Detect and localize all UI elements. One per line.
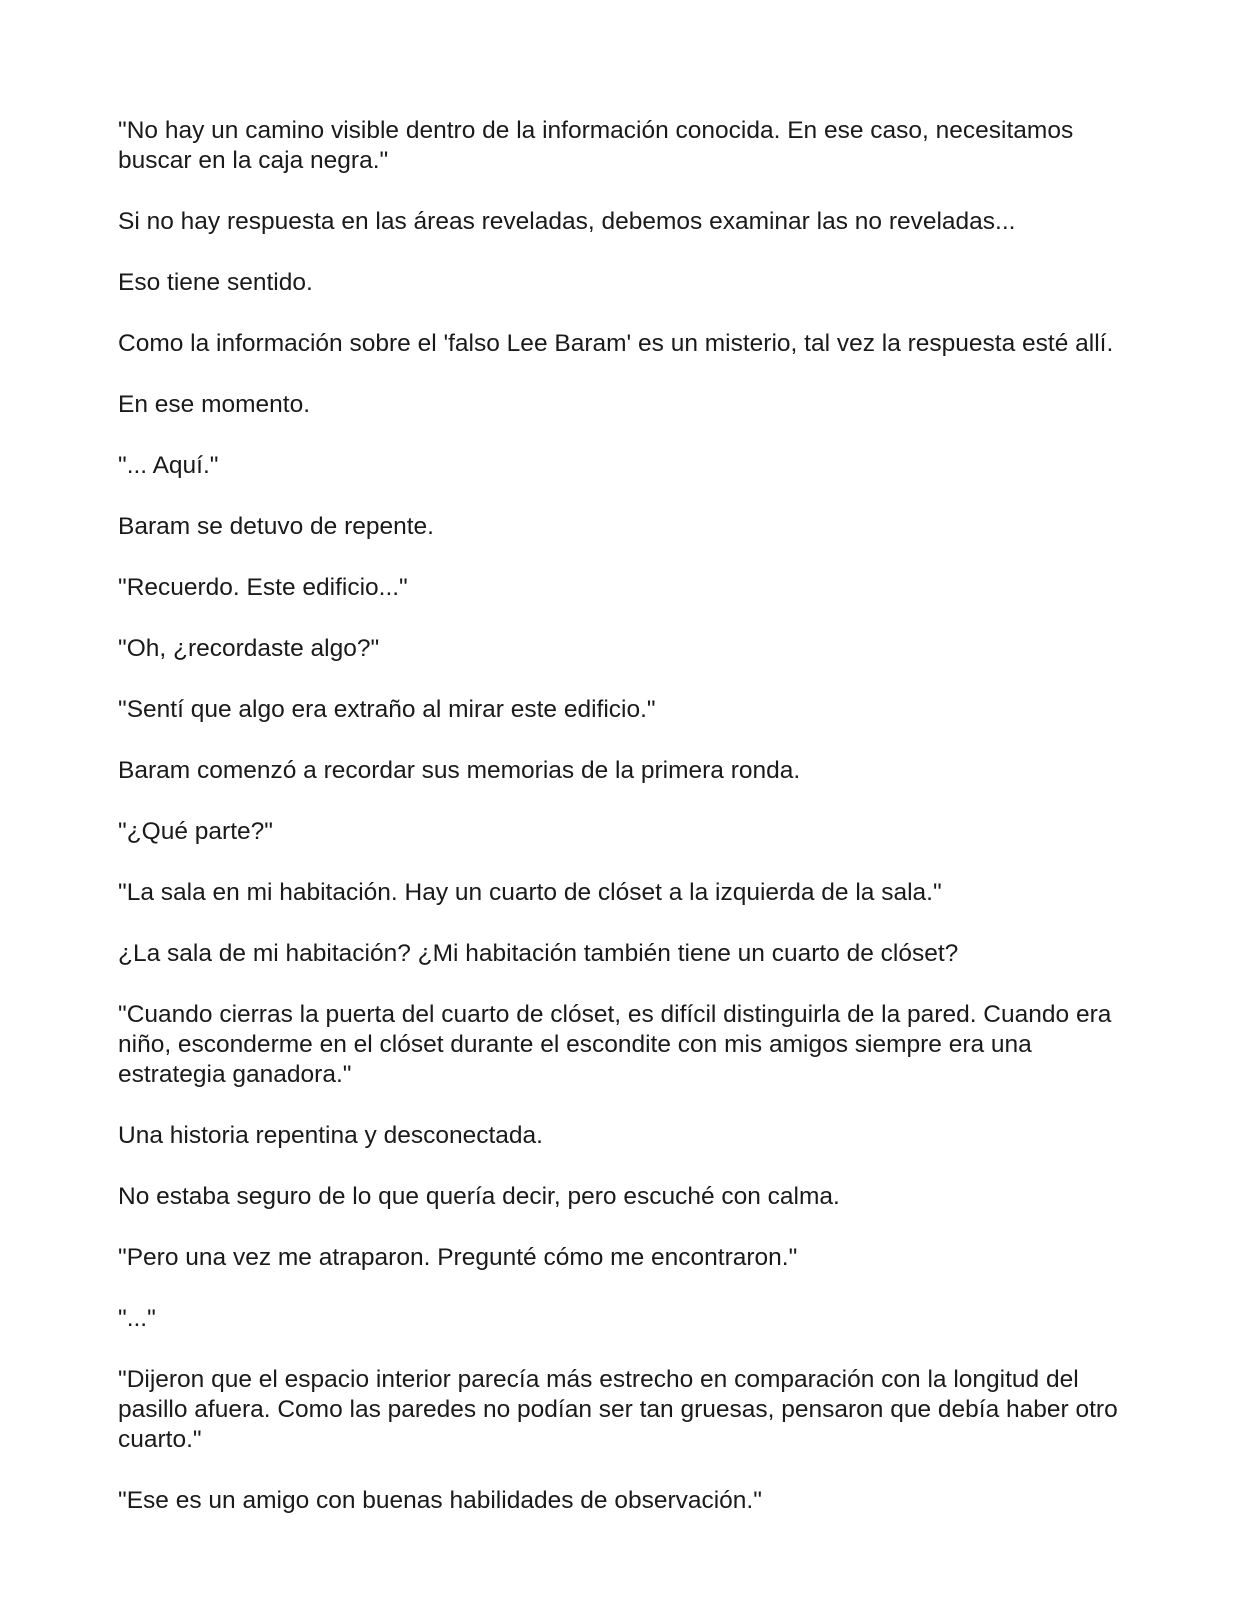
paragraph: Baram comenzó a recordar sus memorias de la primera ronda. bbox=[118, 757, 801, 784]
paragraph: "Recuerdo. Este edificio..." bbox=[118, 574, 408, 601]
paragraph: "La sala en mi habitación. Hay un cuarto de clóset a la izquierda de la sala." bbox=[118, 879, 942, 906]
paragraph: "Sentí que algo era extraño al mirar este edificio." bbox=[118, 696, 656, 723]
paragraph: "Ese es un amigo con buenas habilidades de observación." bbox=[118, 1487, 762, 1514]
paragraph: "... Aquí." bbox=[118, 452, 219, 479]
paragraph: "Cuando cierras la puerta del cuarto de clóset, es difícil distinguirla de la pared. Cuando era niño, esconderme en el clóset durante el escondite con mis amigos siempre era una estrategia ganadora." bbox=[118, 1001, 1112, 1088]
paragraph: "..." bbox=[118, 1305, 156, 1332]
paragraph: "Oh, ¿recordaste algo?" bbox=[118, 635, 380, 662]
paragraph: Si no hay respuesta en las áreas reveladas, debemos examinar las no reveladas... bbox=[118, 208, 1016, 235]
paragraph: "¿Qué parte?" bbox=[118, 818, 273, 845]
paragraph: Una historia repentina y desconectada. bbox=[118, 1122, 543, 1149]
paragraph: "Dijeron que el espacio interior parecía más estrecho en comparación con la longitud del pasillo afuera. Como las paredes no podían ser tan gruesas, pensaron que debía haber otro cuarto." bbox=[118, 1366, 1118, 1453]
paragraph: "Pero una vez me atraparon. Pregunté cómo me encontraron." bbox=[118, 1244, 798, 1271]
paragraph: En ese momento. bbox=[118, 391, 311, 418]
text-body bbox=[118, 116, 1128, 1547]
paragraph: No estaba seguro de lo que quería decir, pero escuché con calma. bbox=[118, 1183, 840, 1210]
paragraph: Como la información sobre el 'falso Lee Baram' es un misterio, tal vez la respuesta esté allí. bbox=[118, 330, 1114, 357]
paragraph: "No hay un camino visible dentro de la información conocida. En ese caso, necesitamos buscar en la caja negra." bbox=[118, 117, 1074, 174]
paragraph: ¿La sala de mi habitación? ¿Mi habitación también tiene un cuarto de clóset? bbox=[118, 940, 959, 967]
paragraph: Eso tiene sentido. bbox=[118, 269, 313, 296]
paragraph: Baram se detuvo de repente. bbox=[118, 513, 434, 540]
